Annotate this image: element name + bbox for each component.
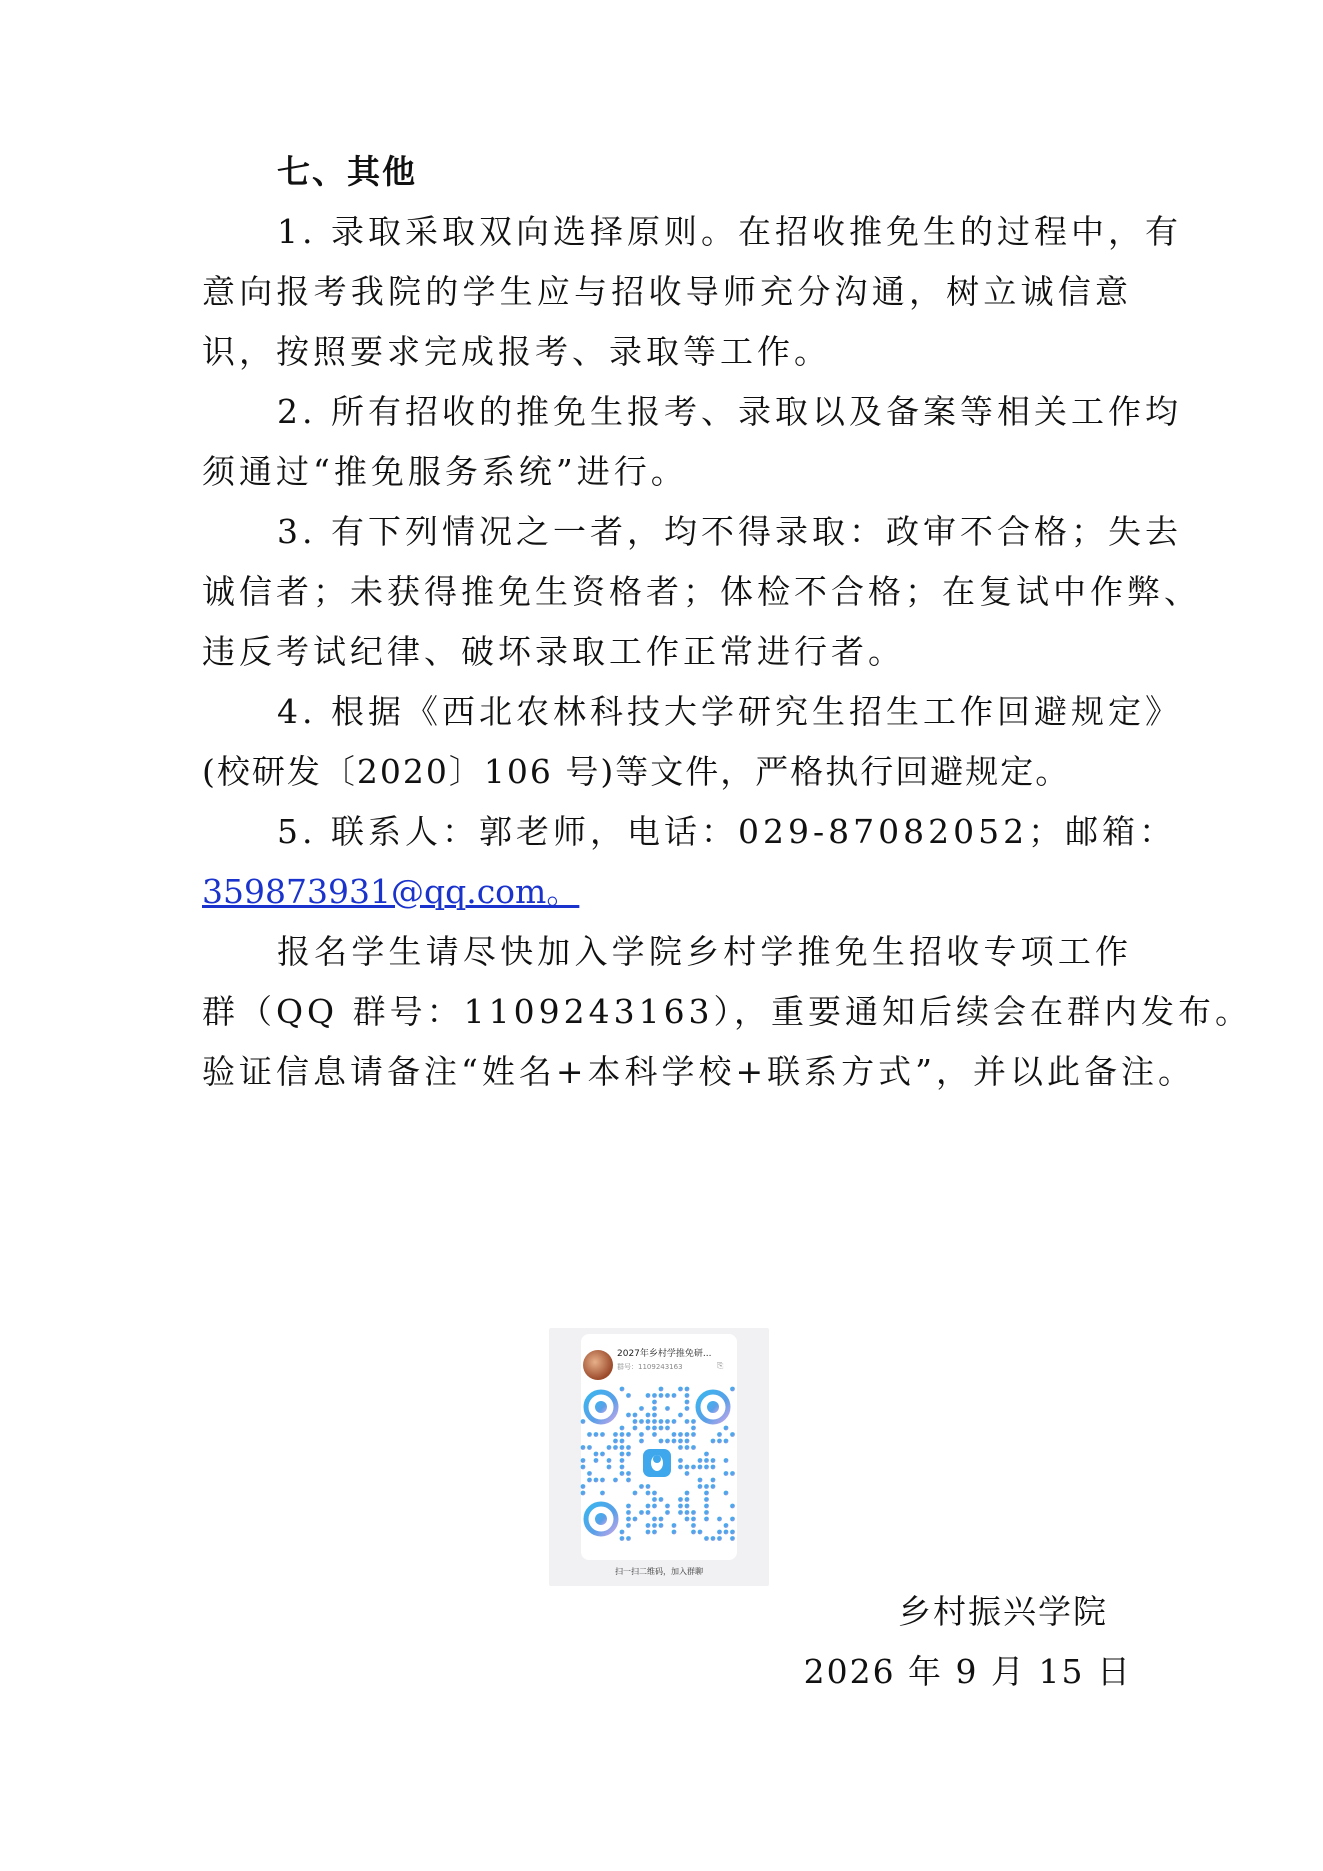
qr-dot xyxy=(691,1445,696,1450)
qr-dot xyxy=(581,1484,586,1489)
qr-dot xyxy=(685,1393,690,1398)
qr-dot xyxy=(678,1504,683,1509)
qr-dot xyxy=(626,1523,631,1528)
item-2-line-1: 2. 所有招收的推免生报考、录取以及备案等相关工作均 xyxy=(277,392,1182,431)
qr-dot xyxy=(730,1517,735,1522)
qr-dot xyxy=(717,1530,722,1535)
qr-dot xyxy=(678,1439,683,1444)
qr-dot xyxy=(672,1393,677,1398)
qr-dot xyxy=(626,1432,631,1437)
qr-dot xyxy=(626,1517,631,1522)
qr-dot xyxy=(659,1439,664,1444)
qr-dot xyxy=(678,1445,683,1450)
qr-dot xyxy=(691,1419,696,1424)
qr-dot xyxy=(665,1393,670,1398)
qr-dot xyxy=(626,1504,631,1509)
notice-line-1: 报名学生请尽快加入学院乡村学推免生招收专项工作 xyxy=(277,932,1132,971)
qr-dot xyxy=(633,1491,638,1496)
item-1-line-1: 1. 录取采取双向选择原则。在招收推免生的过程中，有 xyxy=(277,212,1182,251)
qr-dot xyxy=(639,1510,644,1515)
qr-dot xyxy=(587,1471,592,1476)
contact-email-line xyxy=(202,870,1132,914)
qr-dot xyxy=(639,1484,644,1489)
qr-dot xyxy=(678,1432,683,1437)
qr-dot xyxy=(652,1523,657,1528)
qq-group-qr-card xyxy=(549,1328,769,1586)
qr-dot xyxy=(711,1536,716,1541)
copy-icon: ⎘ xyxy=(717,1361,724,1370)
qr-dot xyxy=(620,1452,625,1457)
qr-dot xyxy=(639,1419,644,1424)
qr-dot xyxy=(626,1452,631,1457)
qr-dot xyxy=(704,1497,709,1502)
qr-dot xyxy=(620,1471,625,1476)
qr-dot xyxy=(691,1510,696,1515)
qr-code-image xyxy=(579,1385,735,1541)
qr-dot xyxy=(620,1445,625,1450)
qr-dot xyxy=(724,1471,729,1476)
qr-dot xyxy=(717,1439,722,1444)
qr-dot xyxy=(652,1504,657,1509)
qr-dot xyxy=(691,1530,696,1535)
qr-dot xyxy=(685,1510,690,1515)
qr-dot xyxy=(678,1465,683,1470)
qr-dot xyxy=(633,1419,638,1424)
qr-dot xyxy=(639,1439,644,1444)
qr-dot xyxy=(646,1504,651,1509)
qr-dot xyxy=(717,1517,722,1522)
qr-dot xyxy=(652,1393,657,1398)
qr-dot xyxy=(646,1426,651,1431)
qr-dot xyxy=(685,1491,690,1496)
qr-dot xyxy=(724,1530,729,1535)
signature-org xyxy=(202,1590,1132,1634)
qr-dot xyxy=(652,1517,657,1522)
qr-dot xyxy=(698,1484,703,1489)
qr-dot xyxy=(626,1471,631,1476)
qr-dot xyxy=(581,1491,586,1496)
qr-dot xyxy=(600,1452,605,1457)
notice-line-2: 群（QQ 群号：1109243163），重要通知后续会在群内发布。 xyxy=(202,992,1253,1031)
qr-dot xyxy=(665,1504,670,1509)
qr-dot xyxy=(620,1458,625,1463)
qr-dot xyxy=(685,1419,690,1424)
qr-dot xyxy=(665,1406,670,1411)
qr-dot xyxy=(587,1478,592,1483)
qr-dot xyxy=(581,1465,586,1470)
qr-dot xyxy=(646,1484,651,1489)
qr-dot xyxy=(594,1452,599,1457)
qr-dot xyxy=(678,1413,683,1418)
qr-dot xyxy=(613,1478,618,1483)
qr-dot xyxy=(711,1458,716,1463)
qr-dot xyxy=(652,1400,657,1405)
qr-dot xyxy=(704,1458,709,1463)
qr-dot xyxy=(730,1504,735,1509)
qr-dot xyxy=(633,1517,638,1522)
qr-dot xyxy=(620,1432,625,1437)
qr-dot xyxy=(626,1445,631,1450)
qr-dot xyxy=(659,1517,664,1522)
qr-dot xyxy=(685,1445,690,1450)
qr-dot xyxy=(665,1510,670,1515)
qr-dot xyxy=(704,1517,709,1522)
qr-dot xyxy=(646,1530,651,1535)
qr-dot xyxy=(711,1478,716,1483)
qr-dot xyxy=(724,1439,729,1444)
qr-dot xyxy=(672,1432,677,1437)
qr-dot xyxy=(646,1413,651,1418)
qr-dot xyxy=(730,1387,735,1392)
item-1-line-2: 意向报考我院的学生应与招收导师充分沟通，树立诚信意 xyxy=(202,272,1132,311)
qr-dot xyxy=(613,1432,618,1437)
qr-dot xyxy=(691,1465,696,1470)
qr-dot xyxy=(704,1504,709,1509)
qr-dot xyxy=(685,1465,690,1470)
qr-dot xyxy=(652,1497,657,1502)
item-4-line-1: 4. 根据《西北农林科技大学研究生招生工作回避规定》 xyxy=(277,692,1182,731)
qr-dot xyxy=(717,1432,722,1437)
qr-dot xyxy=(711,1465,716,1470)
qr-dot xyxy=(724,1458,729,1463)
qr-dot xyxy=(626,1478,631,1483)
qr-dot xyxy=(652,1530,657,1535)
qr-dot xyxy=(620,1465,625,1470)
qr-dot xyxy=(685,1517,690,1522)
qr-dot xyxy=(600,1478,605,1483)
qr-dot xyxy=(691,1523,696,1528)
item-2-line-2: 须通过“推免服务系统”进行。 xyxy=(202,452,688,491)
qr-dot xyxy=(659,1419,664,1424)
qr-dot xyxy=(724,1491,729,1496)
qr-dot xyxy=(698,1458,703,1463)
contact-email-link[interactable]: 359873931@qq.com。 xyxy=(202,872,580,911)
qr-dot xyxy=(659,1497,664,1502)
qr-dot xyxy=(646,1419,651,1424)
qr-dot xyxy=(678,1510,683,1515)
qr-dot xyxy=(665,1426,670,1431)
qr-caption: 扫一扫二维码，加入群聊 xyxy=(615,1567,703,1576)
qr-dot xyxy=(685,1497,690,1502)
item-3-line-2: 诚信者；未获得推免生资格者；体检不合格；在复试中作弊、 xyxy=(202,572,1201,611)
qr-dot xyxy=(626,1393,631,1398)
qr-group-name: 2027年乡村学推免研... xyxy=(617,1349,712,1359)
qr-dot xyxy=(698,1465,703,1470)
qr-dot xyxy=(724,1426,729,1431)
qr-dot xyxy=(724,1523,729,1528)
qr-dot xyxy=(665,1439,670,1444)
qr-dot xyxy=(620,1439,625,1444)
qr-dot xyxy=(659,1523,664,1528)
item-3-line-1: 3. 有下列情况之一者，均不得录取：政审不合格；失去 xyxy=(277,512,1182,551)
qr-dot xyxy=(646,1523,651,1528)
qr-dot xyxy=(659,1426,664,1431)
qr-dot xyxy=(594,1432,599,1437)
qr-dot xyxy=(685,1439,690,1444)
qr-dot xyxy=(607,1445,612,1450)
qr-dot xyxy=(594,1458,599,1463)
qr-dot xyxy=(652,1406,657,1411)
qr-dot xyxy=(691,1517,696,1522)
qr-dot xyxy=(600,1491,605,1496)
qr-dot xyxy=(594,1478,599,1483)
qr-dot xyxy=(607,1465,612,1470)
qr-dot xyxy=(607,1458,612,1463)
qr-dot xyxy=(620,1530,625,1535)
qr-dot xyxy=(730,1530,735,1535)
qr-dot xyxy=(600,1432,605,1437)
qr-dot xyxy=(626,1536,631,1541)
qr-dot xyxy=(704,1465,709,1470)
qr-dot xyxy=(730,1471,735,1476)
qr-dot xyxy=(730,1536,735,1541)
qr-dot xyxy=(704,1510,709,1515)
qr-dot xyxy=(587,1445,592,1450)
qr-dot xyxy=(717,1536,722,1541)
item-5-line-1: 5. 联系人：郭老师，电话：029-87082052；邮箱： xyxy=(277,812,1177,851)
signature-date: 2026 年 9 月 15 日 xyxy=(803,1652,1132,1691)
qr-dot xyxy=(613,1445,618,1450)
qr-dot xyxy=(685,1432,690,1437)
qr-dot xyxy=(639,1406,644,1411)
qr-dot xyxy=(672,1439,677,1444)
qr-dot xyxy=(587,1432,592,1437)
qr-dot xyxy=(652,1426,657,1431)
qr-dot xyxy=(581,1458,586,1463)
section-heading: 七、其他 xyxy=(277,152,417,191)
qr-dot xyxy=(633,1413,638,1418)
item-4-line-2: (校研发〔2020〕106 号)等文件，严格执行回避规定。 xyxy=(202,752,1071,791)
qr-dot xyxy=(704,1491,709,1496)
qr-dot xyxy=(678,1458,683,1463)
qr-dot xyxy=(646,1491,651,1496)
item-1-line-3: 识，按照要求完成报考、录取等工作。 xyxy=(202,332,831,371)
qr-dot xyxy=(698,1530,703,1535)
qr-dot xyxy=(685,1387,690,1392)
qr-dot xyxy=(652,1413,657,1418)
qr-dot xyxy=(581,1419,586,1424)
qr-dot xyxy=(691,1432,696,1437)
qr-dot xyxy=(620,1536,625,1541)
qr-dot xyxy=(626,1510,631,1515)
qr-dot xyxy=(646,1393,651,1398)
qr-dot xyxy=(691,1426,696,1431)
qr-dot xyxy=(646,1510,651,1515)
qr-dot xyxy=(730,1432,735,1437)
qr-dot xyxy=(678,1497,683,1502)
qr-dot xyxy=(620,1387,625,1392)
group-avatar xyxy=(583,1350,613,1380)
qr-dot xyxy=(659,1393,664,1398)
qr-dot xyxy=(633,1426,638,1431)
qr-dot xyxy=(665,1419,670,1424)
qr-dot xyxy=(711,1439,716,1444)
qr-dot xyxy=(704,1452,709,1457)
qr-dot xyxy=(685,1400,690,1405)
qr-dot xyxy=(672,1523,677,1528)
qr-dot xyxy=(659,1387,664,1392)
item-3-line-3: 违反考试纪律、破坏录取工作正常进行者。 xyxy=(202,632,905,671)
qr-dot xyxy=(672,1530,677,1535)
qr-dot xyxy=(704,1536,709,1541)
qr-dot xyxy=(626,1413,631,1418)
qr-dot xyxy=(711,1484,716,1489)
qr-dot xyxy=(685,1504,690,1509)
qr-dot xyxy=(581,1445,586,1450)
qr-dot xyxy=(685,1406,690,1411)
qr-group-id: 群号：1109243163 xyxy=(617,1363,683,1371)
qr-dot xyxy=(704,1484,709,1489)
signature-org-text: 乡村振兴学院 xyxy=(898,1592,1108,1631)
qr-dot xyxy=(620,1426,625,1431)
qr-dot xyxy=(672,1419,677,1424)
qr-dot xyxy=(613,1439,618,1444)
qr-dot xyxy=(639,1432,644,1437)
qr-dot xyxy=(652,1432,657,1437)
qr-dot xyxy=(652,1419,657,1424)
qr-dot xyxy=(678,1387,683,1392)
qr-dot xyxy=(698,1478,703,1483)
notice-line-3: 验证信息请备注“姓名+本科学校+联系方式”，并以此备注。 xyxy=(202,1052,1196,1091)
qr-dot xyxy=(652,1491,657,1496)
qq-penguin-icon xyxy=(643,1449,671,1477)
qr-dot xyxy=(685,1471,690,1476)
